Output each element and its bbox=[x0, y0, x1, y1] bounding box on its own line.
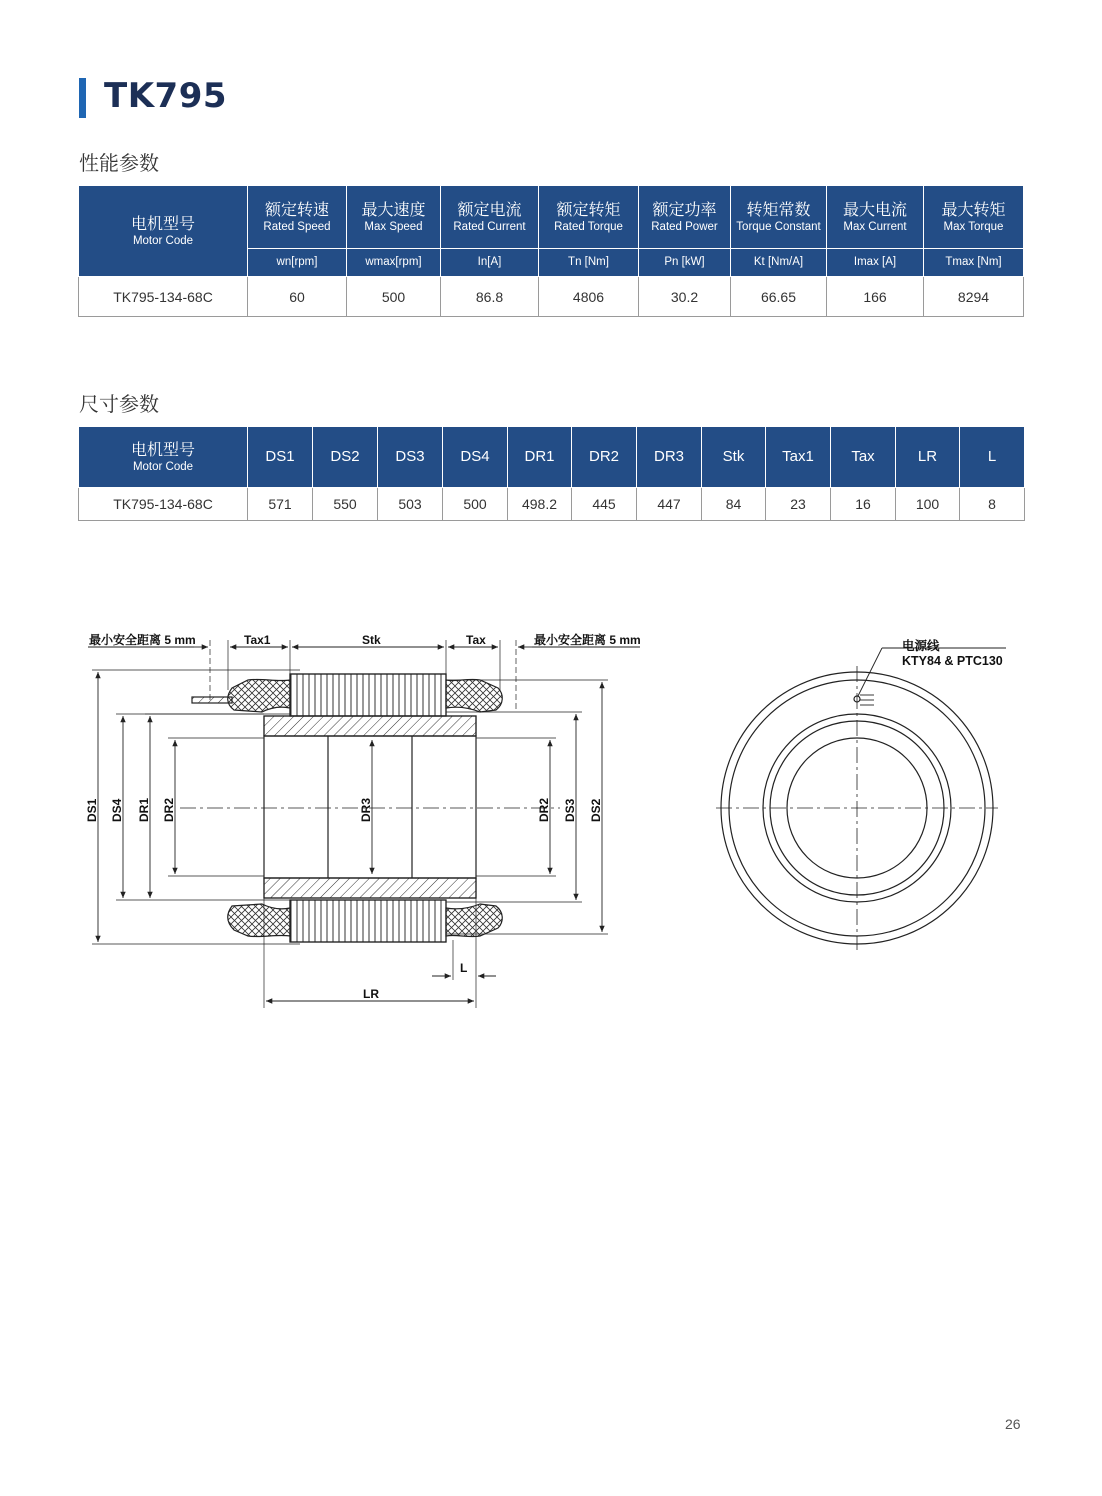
col-ds2: DS2 bbox=[313, 427, 378, 488]
col-rated-current: 额定电流 Rated Current bbox=[441, 186, 539, 249]
ds4-label: DS4 bbox=[110, 798, 124, 822]
winding-bottom-left bbox=[228, 904, 290, 937]
motor-code-header: 电机型号 Motor Code bbox=[79, 427, 248, 488]
value-cell: 30.2 bbox=[639, 277, 731, 317]
col-rated-speed: 额定转速 Rated Speed bbox=[248, 186, 347, 249]
side-view bbox=[88, 640, 640, 1008]
value-cell: 447 bbox=[637, 488, 702, 521]
power-line-label: 电源线 bbox=[902, 639, 940, 653]
value-cell: 60 bbox=[248, 277, 347, 317]
col-max-torque: 最大转矩 Max Torque bbox=[924, 186, 1024, 249]
unit-max-torque: Tmax [Nm] bbox=[924, 249, 1024, 277]
value-cell: 500 bbox=[443, 488, 508, 521]
ds3-label: DS3 bbox=[563, 798, 577, 822]
dr1-label: DR1 bbox=[137, 797, 151, 822]
col-ds1: DS1 bbox=[248, 427, 313, 488]
value-cell: 23 bbox=[766, 488, 831, 521]
clearance-label-left: 最小安全距离 5 mm bbox=[89, 633, 196, 647]
stator-bottom-slots bbox=[290, 900, 446, 942]
clearance-label-right: 最小安全距离 5 mm bbox=[534, 633, 641, 647]
col-max-speed: 最大速度 Max Speed bbox=[347, 186, 441, 249]
col-lr: LR bbox=[896, 427, 960, 488]
ds2-label: DS2 bbox=[589, 798, 603, 822]
dr2-right-label: DR2 bbox=[537, 797, 551, 822]
col-max-current: 最大电流 Max Current bbox=[827, 186, 924, 249]
value-cell: 498.2 bbox=[508, 488, 572, 521]
unit-torque-constant: Kt [Nm/A] bbox=[731, 249, 827, 277]
unit-rated-torque: Tn [Nm] bbox=[539, 249, 639, 277]
unit-max-speed: wmax[rpm] bbox=[347, 249, 441, 277]
stk-label: Stk bbox=[362, 633, 381, 647]
col-tax1: Tax1 bbox=[766, 427, 831, 488]
sensor-line-label: KTY84 & PTC130 bbox=[902, 654, 1003, 668]
tax-label: Tax bbox=[466, 633, 486, 647]
page-number: 26 bbox=[1005, 1416, 1021, 1432]
motor-code-cell: TK795-134-68C bbox=[79, 488, 248, 521]
motor-code-header: 电机型号 Motor Code bbox=[79, 186, 248, 277]
lr-label: LR bbox=[363, 987, 379, 1001]
rotor-top bbox=[264, 716, 476, 736]
performance-section-title: 性能参数 bbox=[79, 151, 159, 175]
unit-rated-power: Pn [kW] bbox=[639, 249, 731, 277]
page-title: TK795 bbox=[104, 76, 228, 116]
col-stk: Stk bbox=[702, 427, 766, 488]
col-tax: Tax bbox=[831, 427, 896, 488]
front-view bbox=[716, 648, 1006, 950]
value-cell: 84 bbox=[702, 488, 766, 521]
col-torque-constant: 转矩常数 Torque Constant bbox=[731, 186, 827, 249]
rotor-bottom bbox=[264, 878, 476, 898]
value-cell: 445 bbox=[572, 488, 637, 521]
ds1-label: DS1 bbox=[85, 798, 99, 822]
col-ds4: DS4 bbox=[443, 427, 508, 488]
value-cell: 550 bbox=[313, 488, 378, 521]
winding-bottom-right bbox=[446, 904, 502, 937]
value-cell: 100 bbox=[896, 488, 960, 521]
dr2-left-label: DR2 bbox=[162, 797, 176, 822]
unit-max-current: Imax [A] bbox=[827, 249, 924, 277]
value-cell: 8 bbox=[960, 488, 1025, 521]
value-cell: 503 bbox=[378, 488, 443, 521]
col-ds3: DS3 bbox=[378, 427, 443, 488]
value-cell: 571 bbox=[248, 488, 313, 521]
value-cell: 8294 bbox=[924, 277, 1024, 317]
value-cell: 4806 bbox=[539, 277, 639, 317]
unit-rated-speed: wn[rpm] bbox=[248, 249, 347, 277]
front-view-labels bbox=[902, 638, 1003, 668]
value-cell: 86.8 bbox=[441, 277, 539, 317]
unit-rated-current: In[A] bbox=[441, 249, 539, 277]
dr3-label: DR3 bbox=[359, 797, 373, 822]
dimensions-section-title: 尺寸参数 bbox=[79, 392, 159, 416]
value-cell: 500 bbox=[347, 277, 441, 317]
value-cell: 16 bbox=[831, 488, 896, 521]
col-rated-torque: 额定转矩 Rated Torque bbox=[539, 186, 639, 249]
winding-top-left bbox=[228, 679, 290, 712]
winding-top-right bbox=[446, 679, 502, 712]
col-dr1: DR1 bbox=[508, 427, 572, 488]
value-cell: 166 bbox=[827, 277, 924, 317]
col-dr3: DR3 bbox=[637, 427, 702, 488]
stator-top-slots bbox=[290, 674, 446, 716]
col-rated-power: 额定功率 Rated Power bbox=[639, 186, 731, 249]
col-dr2: DR2 bbox=[572, 427, 637, 488]
value-cell: 66.65 bbox=[731, 277, 827, 317]
l-label: L bbox=[460, 961, 468, 975]
col-l: L bbox=[960, 427, 1025, 488]
tax1-label: Tax1 bbox=[244, 633, 271, 647]
motor-code-cell: TK795-134-68C bbox=[79, 277, 248, 317]
